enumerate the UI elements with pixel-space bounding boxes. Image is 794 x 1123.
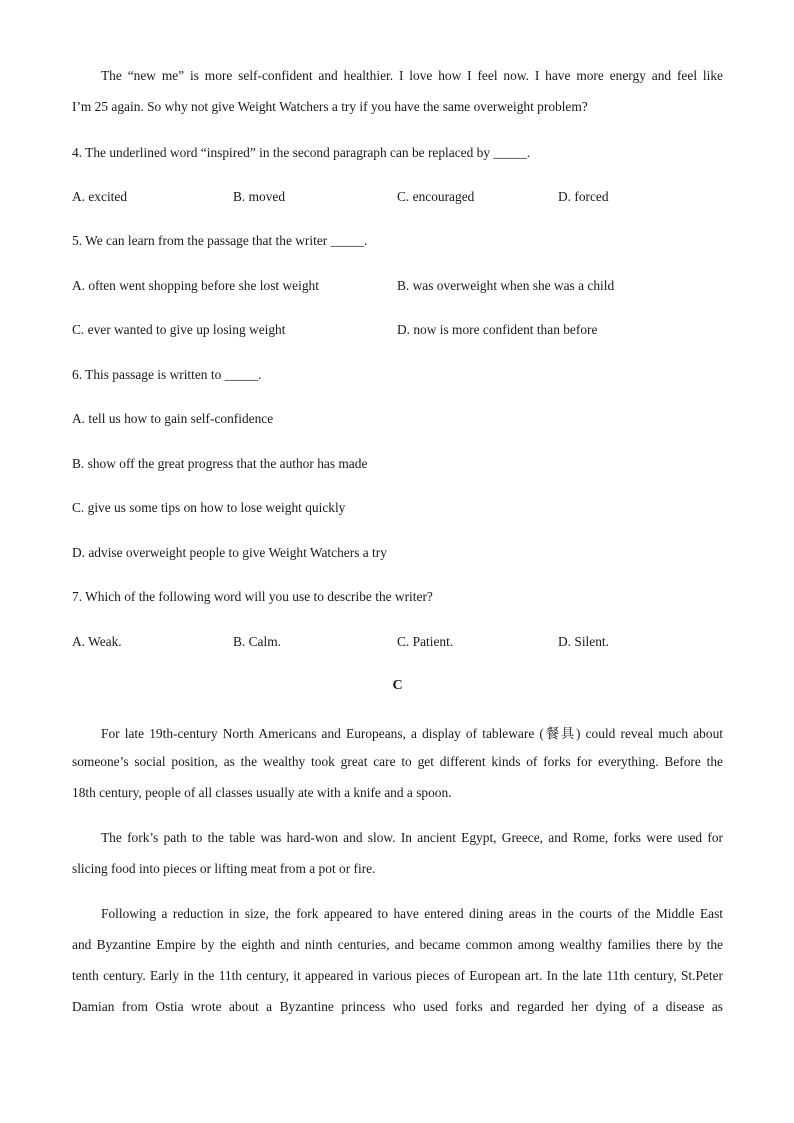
section-c-p3-line-4: Damian from Ostia wrote about a Byzantine princess who used forks and regarded her dying of a disease as — [72, 999, 723, 1014]
section-c-heading: C — [392, 678, 403, 693]
question-6-option-a[interactable]: A. tell us how to gain self-confidence — [72, 411, 274, 426]
question-7-option-d[interactable]: D. Silent. — [558, 634, 609, 649]
question-4-stem: 4. The underlined word “inspired” in the second paragraph can be replaced by _____. — [72, 145, 531, 160]
passage-b-line-1: The “new me” is more self-confident and healthier. I love how I feel now. I have more energy and feel like — [101, 68, 723, 83]
question-6-option-c[interactable]: C. give us some tips on how to lose weight quickly — [72, 500, 346, 515]
passage-b-line-2: I’m 25 again. So why not give Weight Watchers a try if you have the same overweight problem? — [72, 99, 588, 114]
question-6-option-b[interactable]: B. show off the great progress that the author has made — [72, 456, 368, 471]
question-4-option-b[interactable]: B. moved — [233, 189, 286, 204]
question-5-option-b[interactable]: B. was overweight when she was a child — [397, 278, 615, 293]
question-7-option-b[interactable]: B. Calm. — [233, 634, 281, 649]
section-c-p2-line-2: slicing food into pieces or lifting meat from a pot or fire. — [72, 861, 376, 876]
section-c-p1-line-3: 18th century, people of all classes usually ate with a knife and a spoon. — [72, 785, 452, 800]
question-7-stem: 7. Which of the following word will you use to describe the writer? — [72, 589, 433, 604]
section-c-p3-line-1: Following a reduction in size, the fork appeared to have entered dining areas in the courts of the Middle East — [101, 906, 723, 921]
question-6-option-d[interactable]: D. advise overweight people to give Weight Watchers a try — [72, 545, 387, 560]
question-5-option-c[interactable]: C. ever wanted to give up losing weight — [72, 322, 286, 337]
section-c-p2-line-1: The fork’s path to the table was hard-won and slow. In ancient Egypt, Greece, and Rome, forks were used for — [101, 830, 723, 845]
question-4-option-a[interactable]: A. excited — [72, 189, 128, 204]
question-4-option-c[interactable]: C. encouraged — [397, 189, 475, 204]
question-7-option-a[interactable]: A. Weak. — [72, 634, 122, 649]
question-4-option-d[interactable]: D. forced — [558, 189, 609, 204]
section-c-p3-line-2: and Byzantine Empire by the eighth and ninth centuries, and became common among wealthy families there by the — [72, 937, 723, 952]
question-7-option-c[interactable]: C. Patient. — [397, 634, 454, 649]
section-c-p3-line-3: tenth century. Early in the 11th century, it appeared in various pieces of European art. In the late 11th century, St.Peter — [72, 968, 723, 983]
question-6-stem: 6. This passage is written to _____. — [72, 367, 262, 382]
question-5-option-d[interactable]: D. now is more confident than before — [397, 322, 598, 337]
question-5-stem: 5. We can learn from the passage that the writer _____. — [72, 233, 368, 248]
section-c-p1-line-2: someone’s social position, as the wealthy took great care to get different kinds of forks for everything. Before the — [72, 754, 723, 769]
section-c-p1-line-1: For late 19th-century North Americans and Europeans, a display of tableware (餐具) could reveal much about — [101, 726, 723, 741]
question-5-option-a[interactable]: A. often went shopping before she lost weight — [72, 278, 319, 293]
